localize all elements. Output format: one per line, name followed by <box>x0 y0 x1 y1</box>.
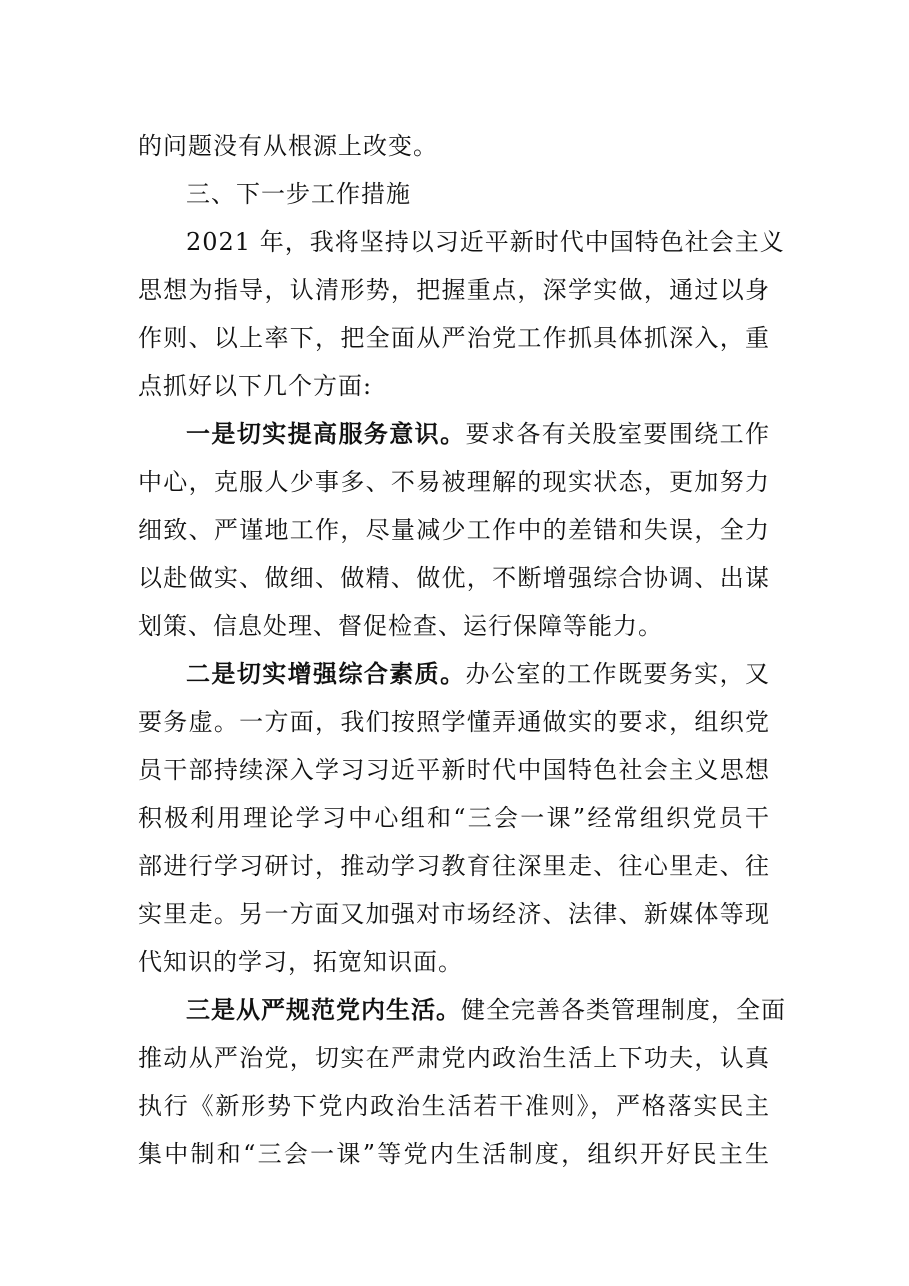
paragraph-lead-line <box>186 659 770 689</box>
text-line: 要务虚。一方面，我们按照学懂弄通做实的要求，组织党 <box>138 708 770 736</box>
lead-text: 办公室的工作既要务实，又 <box>465 660 770 688</box>
paragraph-lead-line <box>186 995 786 1025</box>
text-line: 以赴做实、做细、做精、做优，不断增强综合协调、出谋 <box>138 564 770 592</box>
text-line: 划策、信息处理、督促检查、运行保障等能力。 <box>138 612 663 640</box>
text-line: 点抓好以下几个方面: <box>138 372 373 400</box>
text-line: 集中制和“三会一课”等党内生活制度，组织开好民主生 <box>138 1140 770 1168</box>
text-line: 作则、以上率下，把全面从严治党工作抓具体抓深入，重 <box>138 324 770 352</box>
paragraph-lead-line <box>186 419 770 449</box>
bold-lead: 三是从严规范党内生活。 <box>186 996 461 1024</box>
lead-text: 要求各有关股室要围绕工作 <box>465 420 770 448</box>
text-line: 中心，克服人少事多、不易被理解的现实状态，更加努力 <box>138 468 770 496</box>
lead-text: 健全完善各类管理制度，全面 <box>461 996 786 1024</box>
text-line: 实里走。另一方面又加强对市场经济、法律、新媒体等现 <box>138 900 770 928</box>
text-line: 推动从严治党，切实在严肃党内政治生活上下功夫，认真 <box>138 1044 770 1072</box>
text-line: 细致、严谨地工作，尽量减少工作中的差错和失误，全力 <box>138 516 770 544</box>
bold-lead: 二是切实增强综合素质。 <box>186 660 466 688</box>
bold-lead: 一是切实提高服务意识。 <box>186 420 466 448</box>
text-line: 代知识的学习，拓宽知识面。 <box>138 948 463 976</box>
text-line: 员干部持续深入学习习近平新时代中国特色社会主义思想 <box>138 756 770 784</box>
text-line: 的问题没有从根源上改变。 <box>138 132 438 160</box>
text-line: 执行《新形势下党内政治生活若干准则》，严格落实民主 <box>138 1092 770 1120</box>
text-line: 积极利用理论学习中心组和“三会一课”经常组织党员干 <box>138 804 770 832</box>
text-line: 部进行学习研讨，推动学习教育往深里走、往心里走、往 <box>138 852 770 880</box>
text-line: 思想为指导，认清形势，把握重点，深学实做，通过以身 <box>138 276 770 304</box>
text-line: 2021 年，我将坚持以习近平新时代中国特色社会主义 <box>186 228 785 256</box>
section-heading: 三、下一步工作措施 <box>186 180 411 208</box>
